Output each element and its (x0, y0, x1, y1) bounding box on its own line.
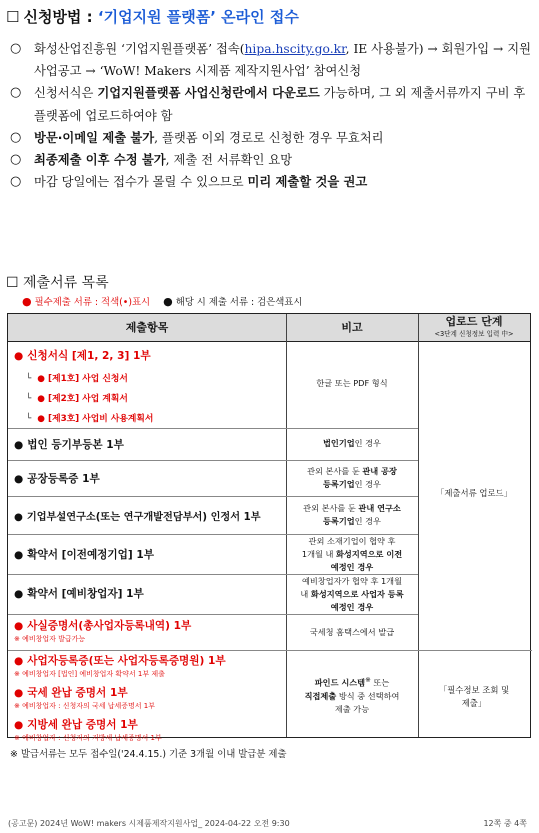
item-label: 법인 등기부등본 1부 (27, 439, 124, 451)
note-text: 내 (300, 589, 311, 599)
row-pledge-relocation (14, 547, 154, 562)
row-note: ※ 예비창업자 : 신청자의 국세 납세증명서 1부 (14, 702, 155, 710)
item-label: 국세 완납 증명서 1부 (27, 687, 128, 699)
section-title-highlight: ‘기업지원 플랫폼’ (97, 8, 216, 26)
bullet-bold-text: 미리 제출할 것을 권고 (247, 175, 368, 190)
checkbox-glyph: ☐ (6, 8, 20, 26)
item-label: [제3호] 사업비 사용계획서 (48, 414, 154, 424)
note-text: 관외 본사를 둔 (303, 503, 359, 513)
section-title-text: 제출서류 목록 (23, 275, 109, 291)
red-dot-icon: ● (14, 687, 24, 699)
branch-icon: └ (26, 394, 32, 404)
row-divider (8, 496, 418, 497)
bullet-item (10, 82, 532, 126)
bullet-bold-text: 최종제출 이후 수정 불가 (34, 153, 166, 168)
row-form-1 (26, 371, 128, 384)
note-text: 관외 본사를 둔 (307, 466, 363, 476)
note-text: 또는 (370, 677, 390, 688)
note-bold: 예정인 경우 (330, 602, 374, 612)
row-local-tax (14, 717, 138, 732)
note-bold: 법인기업 (323, 438, 355, 448)
note-bold: 예정인 경우 (330, 562, 374, 572)
platform-link[interactable]: hipa.hscity.go.kr (244, 42, 346, 56)
stage-text: 제출」 (461, 698, 487, 708)
item-label: 사업자등록증(또는 사업자등록증명원) 1부 (27, 655, 226, 667)
note-relocation (286, 535, 418, 574)
branch-icon: └ (26, 374, 32, 384)
red-dot-icon: ● (37, 374, 49, 384)
legend-required: 필수제출 서류 : 적색(•)표시 (34, 297, 151, 308)
header-note: 비고 (286, 314, 418, 342)
note-bold: 관내 연구소 (358, 503, 401, 513)
bullet-text: 신청서식은 (34, 86, 98, 101)
note-submission (286, 674, 418, 716)
bullet-item (10, 171, 532, 193)
note-mark: ※ (365, 676, 371, 684)
issuance-footnote: ※ 발급서류는 모두 접수일('24.4.15.) 기준 3개월 이내 발급분 제출 (10, 749, 287, 760)
bullet-text: 마감 당일에는 접수가 몰릴 수 있으므로 (34, 175, 248, 190)
bullet-bold-text: 방문·이메일 제출 불가 (34, 130, 155, 145)
bullet-text: 화성산업진흥원 ‘기업지원플랫폼’ 접속( (34, 42, 245, 56)
note-text: 인 경우 (354, 516, 381, 526)
stage-text: 「필수정보 조회 및 (438, 685, 510, 695)
bullet-text: , 플랫폼 이외 경로로 신청한 경우 무효처리 (154, 130, 384, 145)
item-label: [제2호] 사업 계획서 (48, 394, 128, 404)
note-text: 인 경우 (354, 438, 381, 448)
black-dot-icon: ● (14, 549, 24, 561)
circle-bullet-icon: ○ (10, 41, 22, 56)
row-note: ※ 예비창업자 발급가능 (14, 635, 86, 643)
section-title-tail: 온라인 접수 (221, 8, 299, 26)
header-item: 제출항목 (8, 314, 286, 342)
item-label: 공장등록증 1부 (27, 473, 100, 485)
row-divider (8, 650, 532, 651)
page-footer: (공고문) 2024년 WoW! makers 시제품제작지원사업_ 2024-04-22 오전 9:30 (8, 819, 290, 828)
circle-bullet-icon: ○ (10, 174, 22, 190)
legend-optional: 해당 시 제출 서류 : 검은색표시 (175, 297, 303, 308)
section-title-text: 신청방법 : (23, 8, 93, 26)
note-text: 예비창업자가 협약 후 1개월 (301, 576, 403, 586)
header-stage-sub: <3단계 신청정보 입력 中> (434, 330, 514, 338)
row-corporate-registry (14, 437, 124, 452)
bullet-item (10, 127, 532, 149)
item-label: 확약서 [예비창업자] 1부 (27, 588, 144, 600)
circle-bullet-icon: ○ (10, 85, 22, 101)
bullet-bold-text: 기업지원플랫폼 사업신청란에서 다운로드 (97, 86, 320, 101)
note-bold: 화성지역으로 이전 (336, 549, 403, 559)
note-text: 인 경우 (354, 479, 381, 489)
black-dot-icon: ● (14, 473, 24, 485)
note-bold: 등록기업 (323, 516, 355, 526)
note-bold: 등록기업 (323, 479, 355, 489)
item-label: 신청서식 [제1, 2, 3] 1부 (27, 350, 151, 362)
black-dot-icon: ● (163, 295, 173, 308)
bullet-item (10, 38, 532, 82)
column-divider (418, 314, 419, 737)
item-label: [제1호] 사업 신청서 (48, 374, 128, 384)
item-label: 기업부설연구소(또는 연구개발전담부서) 인정서 1부 (26, 512, 261, 523)
note-format: 한글 또는 PDF 형식 (316, 378, 388, 388)
stage-upload: 「제출서류 업로드」 (435, 488, 513, 498)
row-pledge-preliminary (14, 586, 144, 601)
row-business-registration (14, 653, 226, 668)
note-preliminary (286, 575, 418, 614)
red-dot-icon: ● (14, 350, 24, 362)
red-dot-icon: ● (14, 655, 24, 667)
documents-table (7, 313, 531, 742)
note-bold: 관내 공장 (362, 466, 397, 476)
red-dot-icon: ● (14, 620, 24, 632)
note-corporate (286, 437, 418, 450)
section-title-application-method (6, 6, 299, 27)
row-research-institute (14, 508, 261, 523)
note-factory (286, 465, 418, 491)
row-note: ※ 예비창업자 : 신청자의 지방세 납세증명서 1부 (14, 734, 162, 742)
circle-bullet-icon: ○ (10, 152, 22, 168)
row-national-tax (14, 685, 128, 700)
item-label: 지방세 완납 증명서 1부 (27, 719, 138, 731)
legend (22, 294, 302, 308)
stage-required-info (418, 684, 530, 710)
red-dot-icon: ● (14, 719, 24, 731)
bullet-text: 가능하며, 그 외 제출서류까지 구비 후 플랫폼에 업로드하여야 함 (34, 86, 526, 123)
item-label: 사실증명서(총사업자등록내역) 1부 (27, 620, 192, 632)
note-bold: 화성지역으로 사업자 등록 (310, 589, 404, 599)
row-fact-certificate (14, 618, 191, 633)
red-dot-icon: ● (37, 394, 49, 404)
row-divider (8, 428, 418, 429)
header-stage-title: 업로드 단계 (445, 315, 503, 328)
bullet-text: , IE 사용불가) → 회원가입 → 지원사업공고 → ‘WoW! Makers 시제품 제작지원사업’ 참여신청 (34, 42, 532, 79)
note-text: 방식 중 선택하여 (336, 690, 400, 701)
section-title-documents (6, 272, 109, 292)
branch-icon: └ (26, 414, 32, 424)
note-text: 제출 가능 (334, 703, 370, 714)
red-dot-icon: ● (37, 414, 49, 424)
black-dot-icon: ● (14, 439, 24, 451)
row-form-3 (26, 411, 153, 424)
row-divider (8, 614, 418, 615)
row-application-forms (14, 348, 151, 363)
header-stage (418, 314, 530, 342)
red-dot-icon: ● (22, 295, 32, 308)
note-bold: 직접제출 (304, 690, 337, 701)
row-divider (8, 460, 418, 461)
bullet-item (10, 149, 532, 171)
black-dot-icon: ● (14, 512, 23, 523)
row-factory-registration (14, 471, 100, 486)
note-bold: 파인드 시스템 (314, 677, 366, 688)
black-dot-icon: ● (14, 588, 24, 600)
application-bullets (10, 38, 532, 193)
note-text: 관외 소재기업이 협약 후 (308, 536, 396, 546)
row-form-2 (26, 391, 128, 404)
circle-bullet-icon: ○ (10, 129, 22, 145)
note-hometax: 국세청 홈택스에서 발급 (309, 627, 395, 637)
item-label: 확약서 [이전예정기업] 1부 (27, 549, 155, 561)
row-note: ※ 예비창업자 [법인] 예비창업자 확약서 1부 제출 (14, 670, 165, 678)
checkbox-glyph: ☐ (6, 275, 19, 291)
note-research (286, 502, 418, 528)
page-number: 12쪽 중 4쪽 (483, 819, 527, 828)
note-text: 1개월 내 (301, 549, 337, 559)
bullet-text: , 제출 전 서류확인 요망 (165, 153, 293, 168)
